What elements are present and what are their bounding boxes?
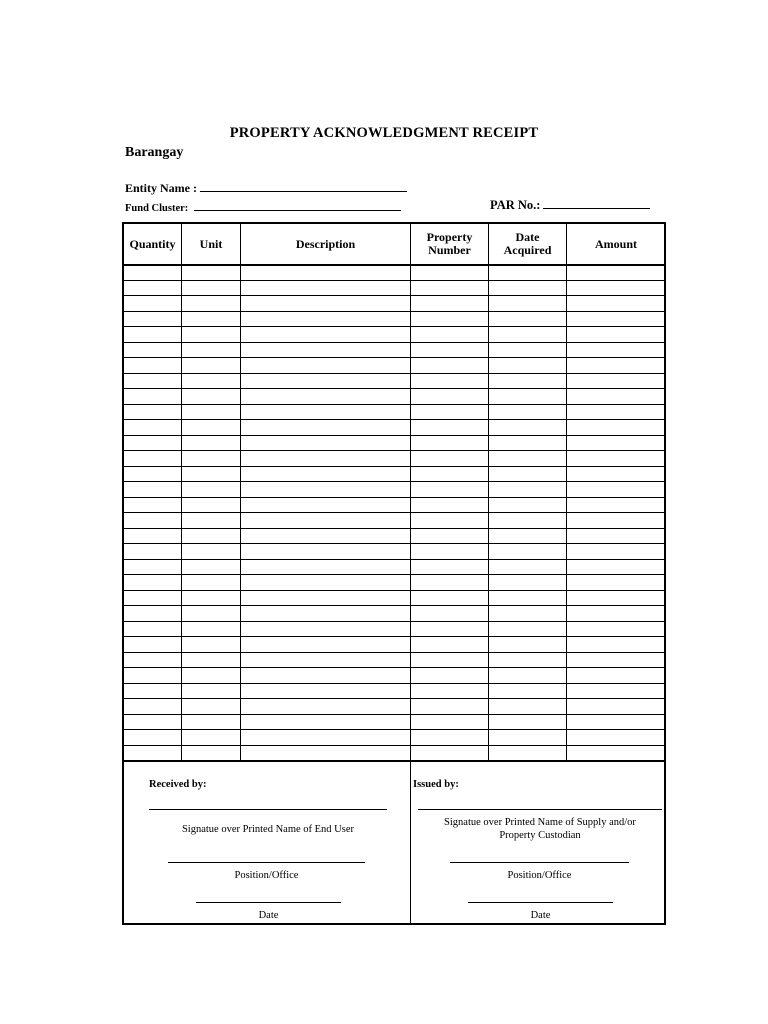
header-description-text: Description xyxy=(295,236,356,251)
position-caption-right: Position/Office xyxy=(507,870,572,881)
form-title: PROPERTY ACKNOWLEDGMENT RECEIPT xyxy=(229,125,539,141)
issued-by-label: Issued by: xyxy=(413,779,459,790)
table-row-line xyxy=(123,605,666,606)
header-unit xyxy=(182,224,240,264)
table-row-line xyxy=(123,528,666,529)
table-row-line xyxy=(123,435,666,436)
table-row-line xyxy=(123,667,666,668)
table-row-line xyxy=(123,543,666,544)
header-bottom-border xyxy=(123,264,666,266)
table-row-line xyxy=(123,698,666,699)
date-line-right xyxy=(468,902,613,903)
header-amount xyxy=(567,224,665,264)
table-row-line xyxy=(123,326,666,327)
header-quantity xyxy=(124,224,181,264)
header-property-number-line1: Property xyxy=(426,230,473,244)
par-no-field xyxy=(490,197,650,213)
header-date-acquired-line1: Date xyxy=(515,230,540,244)
entity-name-blank xyxy=(200,180,407,192)
custodian-caption-line2: Property Custodian xyxy=(499,830,581,841)
date-caption-right: Date xyxy=(530,910,551,921)
table-bottom-border xyxy=(123,760,666,762)
fund-cluster-label: Fund Cluster: xyxy=(125,203,189,214)
table-row-line xyxy=(123,373,666,374)
header-unit-text: Unit xyxy=(199,236,223,251)
received-by-label: Received by: xyxy=(149,779,207,790)
table-row-line xyxy=(123,590,666,591)
header-property-number xyxy=(411,224,488,264)
table-row-line xyxy=(123,497,666,498)
header-date-acquired-line2: Acquired xyxy=(503,243,552,257)
entity-name-label: Entity Name : xyxy=(125,181,197,195)
header-date-acquired xyxy=(489,224,566,264)
table-row-line xyxy=(123,388,666,389)
date-line-left xyxy=(196,902,341,903)
table-row-line xyxy=(123,280,666,281)
table-row-line xyxy=(123,652,666,653)
table-row-line xyxy=(123,574,666,575)
custodian-signature-line xyxy=(418,809,662,810)
par-no-label: PAR No.: xyxy=(490,198,541,212)
column-divider xyxy=(488,224,489,760)
table-row-line xyxy=(123,621,666,622)
end-user-signature-line xyxy=(149,809,387,810)
position-line-left xyxy=(168,862,365,863)
table-row-line xyxy=(123,714,666,715)
column-divider xyxy=(181,224,182,760)
signature-divider xyxy=(410,760,411,924)
table-row-line xyxy=(123,636,666,637)
end-user-caption: Signatue over Printed Name of End User xyxy=(181,824,355,835)
entity-name-field xyxy=(125,180,407,196)
table-row-line xyxy=(123,481,666,482)
table-row-line xyxy=(123,404,666,405)
table-row-line xyxy=(123,729,666,730)
table-row-line xyxy=(123,357,666,358)
table-row-line xyxy=(123,512,666,513)
par-no-blank xyxy=(543,197,650,209)
table-row-line xyxy=(123,683,666,684)
header-property-number-line2: Number xyxy=(428,243,471,257)
table-row-line xyxy=(123,342,666,343)
header-quantity-text: Quantity xyxy=(129,236,176,251)
position-caption-left: Position/Office xyxy=(234,870,299,881)
table-row-line xyxy=(123,466,666,467)
table-row-line xyxy=(123,745,666,746)
column-divider xyxy=(566,224,567,760)
table-row-line xyxy=(123,311,666,312)
header-amount-text: Amount xyxy=(594,236,637,251)
fund-cluster-blank xyxy=(194,199,401,211)
table-row-line xyxy=(123,450,666,451)
header-description xyxy=(241,224,410,264)
custodian-caption xyxy=(418,816,662,842)
column-divider xyxy=(410,224,411,760)
table-row-line xyxy=(123,559,666,560)
fund-cluster-field xyxy=(125,199,401,214)
position-line-right xyxy=(450,862,629,863)
table-row-line xyxy=(123,295,666,296)
custodian-caption-line1: Signatue over Printed Name of Supply and/or xyxy=(444,817,636,828)
column-divider xyxy=(240,224,241,760)
lgu-label: Barangay xyxy=(125,145,184,160)
date-caption-left: Date xyxy=(258,910,279,921)
table-row-line xyxy=(123,419,666,420)
